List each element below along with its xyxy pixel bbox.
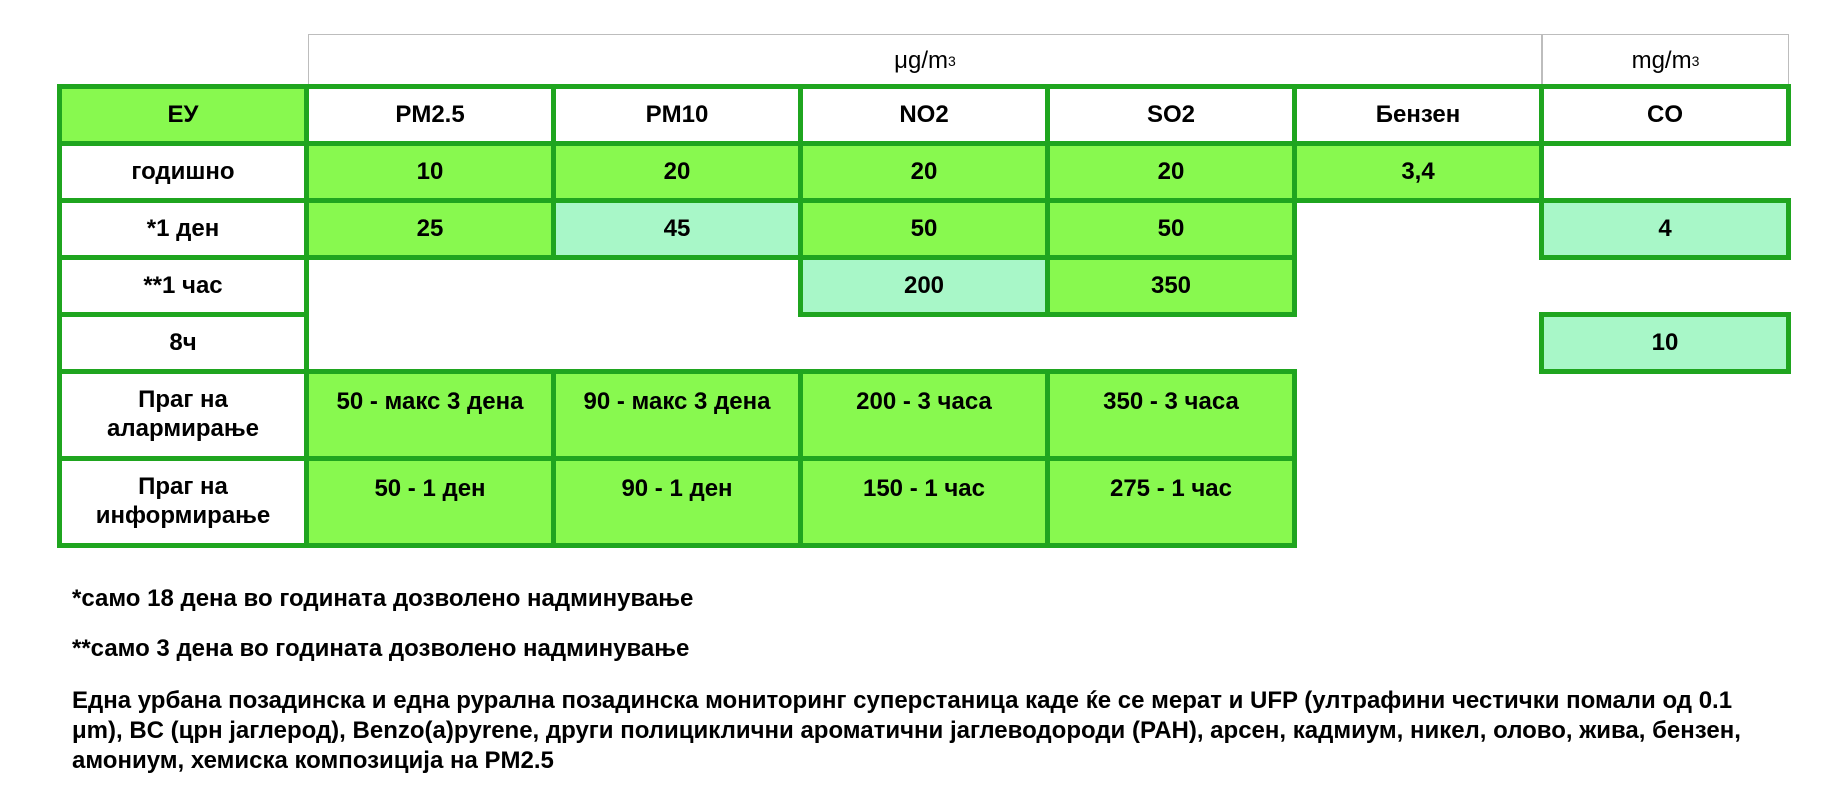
cell-info-pm10: 90 - 1 ден [551, 456, 803, 548]
cell-alarm-pm25: 50 - макс 3 дена [304, 369, 556, 461]
header-pm25: PM2.5 [304, 84, 556, 146]
row-label-alarm-threshold: Праг на алармирање [57, 369, 309, 461]
cell-8h-co: 10 [1539, 312, 1791, 374]
cell-1day-co: 4 [1539, 198, 1791, 260]
unit-ugm3-label: μg/m [894, 46, 949, 74]
header-no2: NO2 [798, 84, 1050, 146]
cell-1day-pm10: 45 [551, 198, 803, 260]
supersite-paragraph: Една урбана позадинска и една рурална позадинска мониторинг суперстаница каде ќе се мерат и UFP (ултрафини честички помали од 0.1 μm), BC (црн јаглерод), Benzo(a)pyrene, други полициклични ароматични јаглеводороди (PAH), арсен, кадмиум, никел, олово, жива, бензен, амониум, хемиска композиција на PM2.5 [72, 687, 1741, 774]
cell-annual-so2: 20 [1045, 141, 1297, 203]
header-pm10: PM10 [551, 84, 803, 146]
footnote-1day: *само 18 дена во годината дозволено надминување [72, 585, 694, 612]
row-label-1hour: **1 час [57, 255, 309, 317]
unit-ugm3-sup: 3 [948, 52, 956, 69]
cell-annual-pm25: 10 [304, 141, 556, 203]
row-label-annual: годишно [57, 141, 309, 203]
cell-1day-pm25: 25 [304, 198, 556, 260]
cell-alarm-pm10: 90 - макс 3 дена [551, 369, 803, 461]
cell-info-so2: 275 - 1 час [1045, 456, 1297, 548]
cell-1hour-so2: 350 [1045, 255, 1297, 317]
cell-annual-benzene: 3,4 [1292, 141, 1544, 203]
cell-1hour-no2: 200 [798, 255, 1050, 317]
cell-alarm-so2: 350 - 3 часа [1045, 369, 1297, 461]
unit-header-ugm3 [308, 34, 1542, 86]
row-label-info-threshold: Праг на информирање [57, 456, 309, 548]
row-label-8h: 8ч [57, 312, 309, 374]
cell-1day-no2: 50 [798, 198, 1050, 260]
unit-header-mgm3 [1542, 34, 1789, 86]
header-benzene: Бензен [1292, 84, 1544, 146]
unit-mgm3-sup: 3 [1691, 52, 1700, 69]
table-corner: ЕУ [57, 84, 309, 146]
cell-alarm-no2: 200 - 3 часа [798, 369, 1050, 461]
header-co: CO [1539, 84, 1791, 146]
row-label-1day: *1 ден [57, 198, 309, 260]
cell-1day-so2: 50 [1045, 198, 1297, 260]
cell-info-pm25: 50 - 1 ден [304, 456, 556, 548]
unit-mgm3-label: mg/m [1631, 46, 1692, 74]
footnote-1hour: **само 3 дена во годината дозволено надминување [72, 635, 690, 662]
cell-annual-pm10: 20 [551, 141, 803, 203]
header-so2: SO2 [1045, 84, 1297, 146]
cell-info-no2: 150 - 1 час [798, 456, 1050, 548]
cell-annual-no2: 20 [798, 141, 1050, 203]
